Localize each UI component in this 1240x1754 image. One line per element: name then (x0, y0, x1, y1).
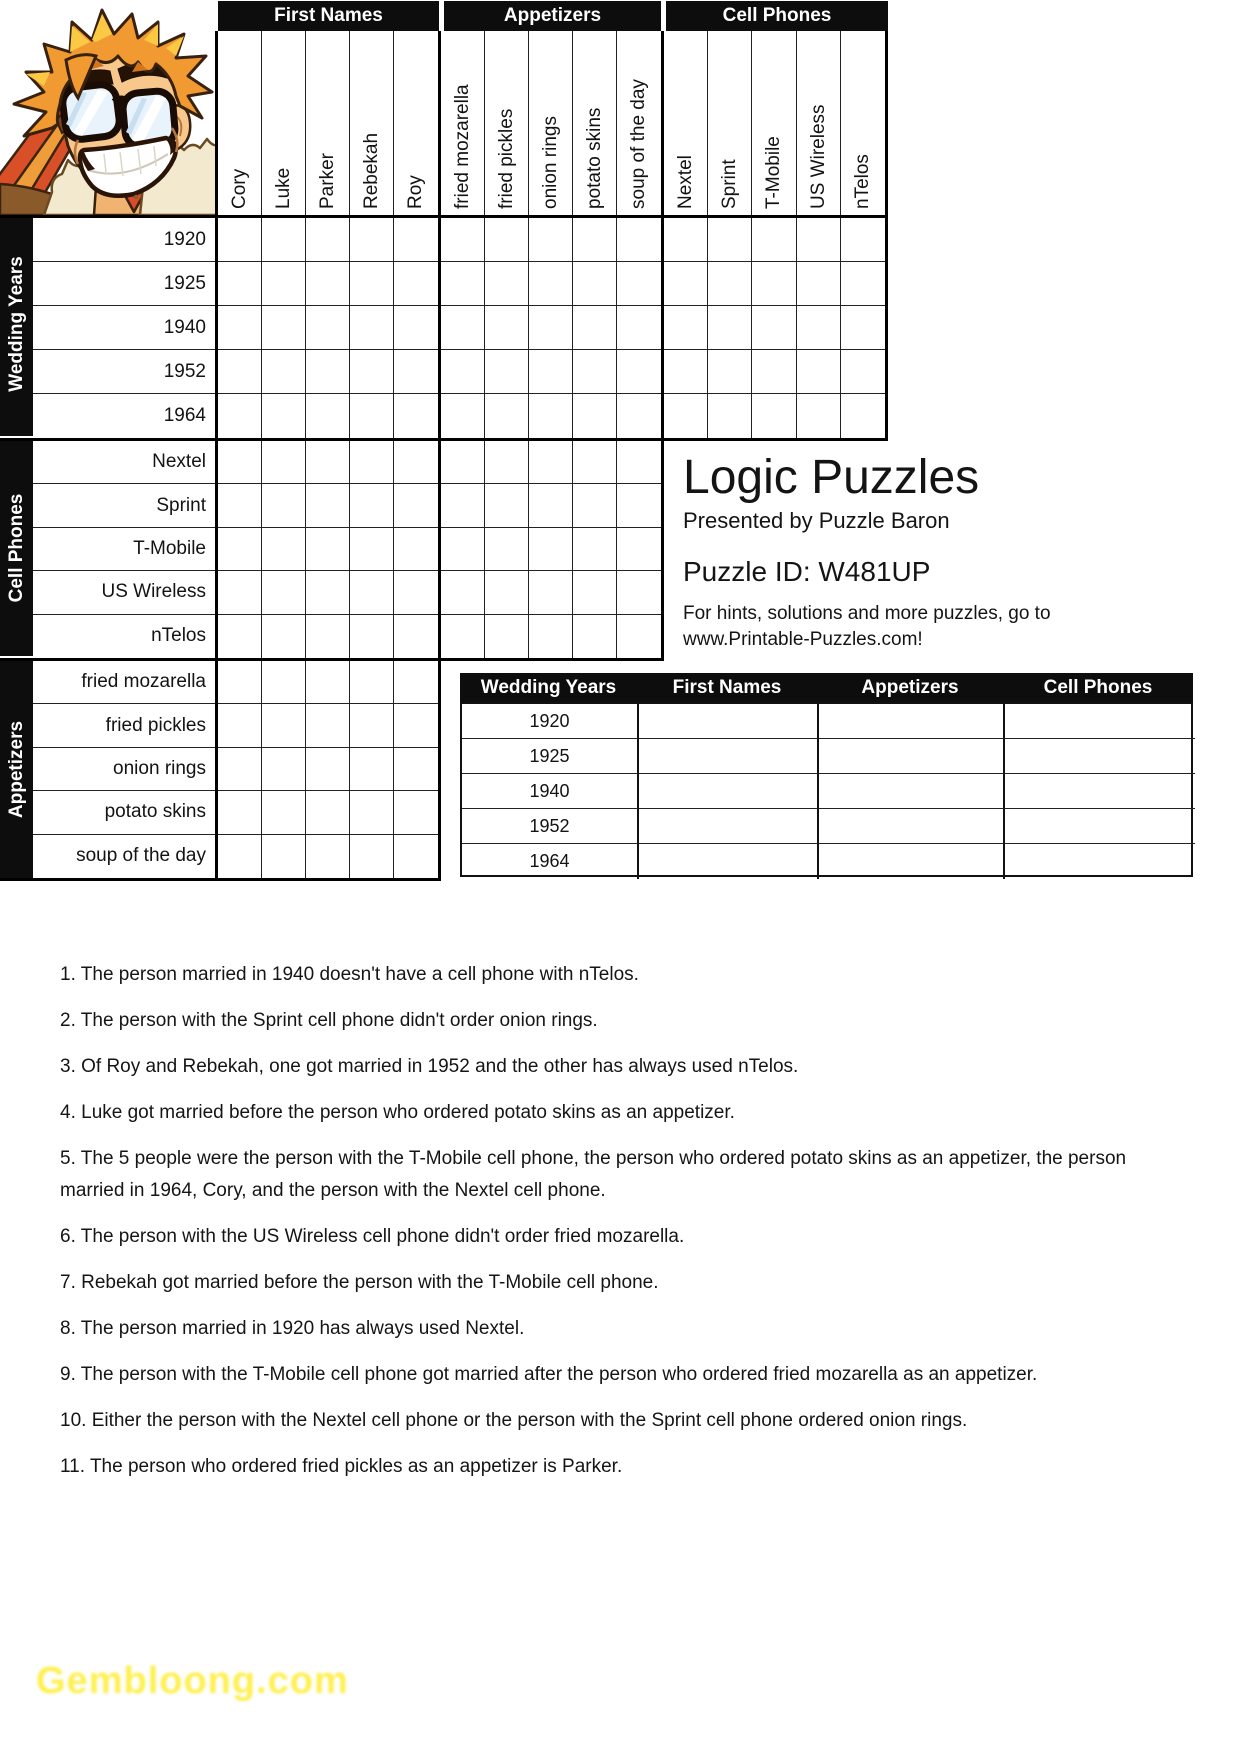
row-group-cell-phones (0, 440, 33, 656)
grid-cell[interactable] (573, 571, 617, 614)
grid-cell[interactable] (262, 441, 306, 484)
answer-cell[interactable] (639, 844, 819, 879)
grid-cell[interactable] (262, 791, 306, 834)
grid-cell[interactable] (617, 262, 661, 306)
grid-cell[interactable] (350, 350, 394, 394)
grid-cell[interactable] (441, 615, 485, 658)
grid-cell[interactable] (350, 791, 394, 834)
grid-cell[interactable] (218, 394, 262, 438)
column-group-cell-phones (666, 1, 888, 31)
grid-block-years-phones (664, 218, 885, 438)
grid-cell[interactable] (218, 748, 262, 791)
grid-cell[interactable] (218, 661, 262, 704)
grid-cell[interactable] (218, 791, 262, 834)
grid-cell[interactable] (394, 262, 438, 306)
grid-cell[interactable] (529, 484, 573, 527)
column-group-first-names (218, 1, 439, 31)
clue-6: 6. The person with the US Wireless cell phone didn't order fried mozarella. (60, 1226, 685, 1247)
grid-cell[interactable] (573, 262, 617, 306)
grid-cell[interactable] (752, 262, 796, 306)
grid-cell[interactable] (708, 306, 752, 350)
answer-cell[interactable] (819, 704, 1005, 739)
grid-cell[interactable] (617, 350, 661, 394)
column-label: Roy (405, 175, 426, 209)
grid-cell[interactable] (573, 350, 617, 394)
column-label: onion rings (540, 116, 561, 209)
grid-cell[interactable] (617, 484, 661, 527)
answer-year: 1920 (462, 704, 639, 739)
grid-cell[interactable] (350, 748, 394, 791)
column-label: nTelos (852, 154, 873, 209)
row-label: fried mozarella (33, 661, 215, 704)
row-label: 1940 (33, 306, 215, 350)
row-label: T-Mobile (33, 528, 215, 571)
watermark: Gembloong.com (36, 1660, 349, 1702)
grid-cell[interactable] (350, 528, 394, 571)
column-label: fried mozarella (452, 84, 473, 209)
grid-cell[interactable] (441, 528, 485, 571)
grid-cell[interactable] (573, 306, 617, 350)
grid-cell[interactable] (218, 218, 262, 262)
grid-cell[interactable] (394, 528, 438, 571)
page-subtitle: Presented by Puzzle Baron (683, 508, 950, 533)
column-label: Sprint (719, 159, 740, 209)
grid-cell[interactable] (708, 394, 752, 438)
grid-cell[interactable] (350, 218, 394, 262)
grid-cell[interactable] (394, 571, 438, 614)
clue-4: 4. Luke got married before the person who ordered potato skins as an appetizer. (60, 1102, 735, 1123)
grid-cell[interactable] (617, 528, 661, 571)
answer-header-appetizers: Appetizers (861, 676, 959, 698)
grid-cell[interactable] (797, 350, 841, 394)
grid-cell[interactable] (573, 441, 617, 484)
grid-cell[interactable] (394, 704, 438, 747)
grid-cell[interactable] (485, 441, 529, 484)
grid-cell[interactable] (262, 528, 306, 571)
grid-cell[interactable] (350, 306, 394, 350)
grid-cell[interactable] (617, 394, 661, 438)
grid-cell[interactable] (573, 528, 617, 571)
column-label: Parker (317, 153, 338, 209)
grid-cell[interactable] (306, 835, 350, 878)
row-label: US Wireless (33, 571, 215, 614)
grid-cell[interactable] (664, 350, 708, 394)
grid-cell[interactable] (441, 571, 485, 614)
grid-cell[interactable] (306, 441, 350, 484)
grid-cell[interactable] (306, 484, 350, 527)
row-label: 1952 (33, 350, 215, 394)
answer-year: 1925 (462, 739, 639, 774)
grid-cell[interactable] (841, 306, 885, 350)
grid-cell[interactable] (350, 615, 394, 658)
grid-border-line (0, 215, 888, 218)
grid-cell[interactable] (664, 306, 708, 350)
grid-cell[interactable] (218, 704, 262, 747)
answer-cell[interactable] (1005, 809, 1195, 844)
grid-cell[interactable] (529, 306, 573, 350)
row-group-label: Appetizers (6, 720, 27, 819)
clue-11: 11. The person who ordered fried pickles as an appetizer is Parker. (60, 1456, 623, 1477)
grid-cell[interactable] (841, 350, 885, 394)
grid-cell[interactable] (797, 306, 841, 350)
grid-cell[interactable] (529, 218, 573, 262)
grid-cell[interactable] (350, 262, 394, 306)
grid-cell[interactable] (529, 571, 573, 614)
grid-cell[interactable] (664, 262, 708, 306)
grid-cell[interactable] (394, 791, 438, 834)
grid-cell[interactable] (262, 661, 306, 704)
grid-border-line (0, 658, 664, 661)
column-label: potato skins (584, 107, 605, 209)
grid-cell[interactable] (350, 704, 394, 747)
grid-cell[interactable] (441, 306, 485, 350)
row-group-appetizers (0, 660, 33, 879)
grid-cell[interactable] (441, 262, 485, 306)
grid-border-line (661, 31, 664, 661)
row-label: soup of the day (76, 845, 206, 867)
grid-cell[interactable] (485, 528, 529, 571)
grid-cell[interactable] (306, 394, 350, 438)
clue-2: 2. The person with the Sprint cell phone didn't order onion rings. (60, 1010, 598, 1031)
answer-header-first-names: First Names (672, 676, 782, 698)
grid-block-phones-appetizers (441, 441, 661, 658)
answer-cell[interactable] (1005, 844, 1195, 879)
grid-cell[interactable] (262, 218, 306, 262)
grid-cell[interactable] (708, 262, 752, 306)
grid-cell[interactable] (441, 394, 485, 438)
grid-cell[interactable] (485, 484, 529, 527)
answer-cell[interactable] (639, 774, 819, 809)
grid-block-phones-names (218, 441, 438, 658)
grid-cell[interactable] (664, 218, 708, 262)
grid-cell[interactable] (350, 394, 394, 438)
clue-5: 5. The 5 people were the person with the T-Mobile cell phone, the person who ordered potato skins as an appetizer, the person married in 1964, Cory, and the person with the Nextel cell phone. (60, 1148, 1127, 1201)
grid-cell[interactable] (262, 615, 306, 658)
grid-border-line (0, 878, 441, 881)
grid-cell[interactable] (350, 571, 394, 614)
grid-cell[interactable] (306, 615, 350, 658)
grid-cell[interactable] (529, 441, 573, 484)
grid-cell[interactable] (350, 835, 394, 878)
hint-text-line1: For hints, solutions and more puzzles, go to (683, 603, 1051, 624)
grid-cell[interactable] (841, 218, 885, 262)
answer-cell[interactable] (639, 739, 819, 774)
column-label: Luke (273, 167, 294, 209)
row-labels-appetizers (33, 661, 215, 878)
answer-cell[interactable] (819, 774, 1005, 809)
grid-cell[interactable] (218, 835, 262, 878)
grid-cell[interactable] (306, 791, 350, 834)
answer-cell[interactable] (1005, 704, 1195, 739)
clue-1: 1. The person married in 1940 doesn't have a cell phone with nTelos. (60, 964, 639, 985)
column-label: Rebekah (361, 132, 382, 209)
row-label: 1925 (33, 262, 215, 306)
grid-cell[interactable] (306, 262, 350, 306)
grid-cell[interactable] (752, 306, 796, 350)
grid-border-line (0, 438, 888, 441)
grid-cell[interactable] (752, 350, 796, 394)
grid-cell[interactable] (797, 394, 841, 438)
grid-cell[interactable] (394, 615, 438, 658)
answer-header-wedding-years: Wedding Years (480, 676, 617, 698)
row-label: 1964 (163, 405, 206, 426)
answer-table (460, 702, 1193, 877)
grid-cell[interactable] (797, 218, 841, 262)
grid-cell[interactable] (485, 262, 529, 306)
answer-cell[interactable] (819, 844, 1005, 879)
row-label: onion rings (33, 748, 215, 791)
grid-cell[interactable] (394, 835, 438, 878)
grid-cell[interactable] (218, 262, 262, 306)
answer-cell[interactable] (1005, 774, 1195, 809)
grid-cell[interactable] (394, 441, 438, 484)
clue-3: 3. Of Roy and Rebekah, one got married in 1952 and the other has always used nTelos. (60, 1056, 799, 1077)
grid-cell[interactable] (617, 218, 661, 262)
row-group-label: Wedding Years (6, 256, 27, 392)
grid-cell[interactable] (306, 661, 350, 704)
row-label: nTelos (151, 625, 206, 647)
grid-cell[interactable] (306, 218, 350, 262)
puzzle-baron-mascot (0, 0, 218, 215)
grid-cell[interactable] (708, 350, 752, 394)
row-label: fried pickles (33, 704, 215, 747)
grid-cell[interactable] (218, 484, 262, 527)
grid-cell[interactable] (262, 262, 306, 306)
grid-cell[interactable] (617, 306, 661, 350)
grid-cell[interactable] (664, 394, 708, 438)
answer-header-cell-phones: Cell Phones (1043, 676, 1153, 698)
grid-cell[interactable] (529, 350, 573, 394)
column-label: T-Mobile (763, 136, 784, 209)
grid-cell[interactable] (485, 615, 529, 658)
column-label: soup of the day (628, 79, 649, 209)
answer-cell[interactable] (639, 809, 819, 844)
answer-cell[interactable] (819, 809, 1005, 844)
grid-cell[interactable] (752, 218, 796, 262)
grid-cell[interactable] (841, 262, 885, 306)
grid-cell[interactable] (262, 571, 306, 614)
grid-cell[interactable] (573, 484, 617, 527)
grid-border-line (438, 31, 441, 878)
grid-block-years-names (218, 218, 438, 438)
grid-cell[interactable] (394, 484, 438, 527)
grid-cell[interactable] (262, 306, 306, 350)
grid-cell[interactable] (573, 218, 617, 262)
grid-cell[interactable] (485, 306, 529, 350)
column-group-label: First Names (274, 5, 383, 26)
grid-cell[interactable] (573, 394, 617, 438)
answer-year: 1940 (462, 774, 639, 809)
grid-cell[interactable] (350, 661, 394, 704)
grid-cell[interactable] (485, 571, 529, 614)
grid-cell[interactable] (306, 306, 350, 350)
grid-cell[interactable] (441, 218, 485, 262)
grid-cell[interactable] (529, 615, 573, 658)
grid-border-line (215, 31, 218, 878)
grid-cell[interactable] (350, 441, 394, 484)
grid-cell[interactable] (708, 218, 752, 262)
grid-cell[interactable] (306, 571, 350, 614)
column-group-label: Cell Phones (722, 5, 832, 26)
column-group-label: Appetizers (503, 5, 602, 26)
column-label: US Wireless (808, 104, 829, 209)
grid-cell[interactable] (306, 528, 350, 571)
grid-cell[interactable] (218, 350, 262, 394)
grid-cell[interactable] (306, 350, 350, 394)
grid-cell[interactable] (262, 394, 306, 438)
column-label: fried pickles (496, 108, 517, 209)
clue-list (60, 959, 1140, 1497)
grid-block-appetizers-names (218, 661, 438, 878)
row-group-label: Cell Phones (6, 493, 27, 603)
clue-7: 7. Rebekah got married before the person with the T-Mobile cell phone. (60, 1272, 659, 1293)
clue-9: 9. The person with the T-Mobile cell phone got married after the person who ordered fried mozarella as an appetizer. (60, 1364, 1038, 1385)
grid-block-years-appetizers (441, 218, 661, 438)
grid-cell[interactable] (485, 218, 529, 262)
clue-10: 10. Either the person with the Nextel cell phone or the person with the Sprint cell phone ordered onion rings. (60, 1410, 968, 1431)
answer-cell[interactable] (1005, 739, 1195, 774)
grid-cell[interactable] (485, 350, 529, 394)
grid-cell[interactable] (218, 571, 262, 614)
puzzle-id: Puzzle ID: W481UP (683, 556, 931, 587)
answer-cell[interactable] (639, 704, 819, 739)
row-group-wedding-years (0, 216, 33, 436)
grid-border-line (885, 31, 888, 441)
grid-cell[interactable] (218, 441, 262, 484)
grid-cell[interactable] (218, 306, 262, 350)
grid-cell[interactable] (441, 350, 485, 394)
row-labels-wedding-years (33, 218, 215, 438)
answer-cell[interactable] (819, 739, 1005, 774)
column-group-appetizers (444, 1, 661, 31)
row-labels-cell-phones (33, 441, 215, 658)
column-label: Nextel (675, 155, 696, 209)
grid-cell[interactable] (394, 748, 438, 791)
answer-year: 1964 (462, 844, 639, 879)
grid-cell[interactable] (262, 350, 306, 394)
grid-cell[interactable] (485, 394, 529, 438)
row-label: Sprint (33, 484, 215, 527)
grid-cell[interactable] (218, 528, 262, 571)
grid-cell[interactable] (797, 262, 841, 306)
row-label: 1920 (33, 218, 215, 262)
grid-cell[interactable] (573, 615, 617, 658)
clue-8: 8. The person married in 1920 has always used Nextel. (60, 1318, 525, 1339)
grid-cell[interactable] (262, 835, 306, 878)
grid-cell[interactable] (441, 484, 485, 527)
grid-cell[interactable] (262, 748, 306, 791)
grid-cell[interactable] (394, 350, 438, 394)
row-label: Nextel (33, 441, 215, 484)
hint-text-url: www.Printable-Puzzles.com! (683, 629, 923, 650)
grid-cell[interactable] (529, 394, 573, 438)
grid-cell[interactable] (441, 441, 485, 484)
grid-cell[interactable] (617, 615, 661, 658)
grid-cell[interactable] (841, 394, 885, 438)
grid-cell[interactable] (350, 484, 394, 527)
grid-cell[interactable] (752, 394, 796, 438)
grid-cell[interactable] (617, 571, 661, 614)
answer-year: 1952 (462, 809, 639, 844)
grid-cell[interactable] (394, 306, 438, 350)
grid-cell[interactable] (394, 661, 438, 704)
grid-cell[interactable] (262, 484, 306, 527)
grid-cell[interactable] (617, 441, 661, 484)
grid-cell[interactable] (218, 615, 262, 658)
row-label: potato skins (33, 791, 215, 834)
grid-cell[interactable] (529, 262, 573, 306)
grid-cell[interactable] (394, 218, 438, 262)
column-label: Cory (229, 168, 250, 209)
grid-cell[interactable] (262, 704, 306, 747)
answer-table-header (460, 673, 1193, 702)
grid-cell[interactable] (394, 394, 438, 438)
grid-cell[interactable] (306, 748, 350, 791)
page-title: Logic Puzzles (683, 451, 980, 504)
grid-cell[interactable] (529, 528, 573, 571)
grid-cell[interactable] (306, 704, 350, 747)
